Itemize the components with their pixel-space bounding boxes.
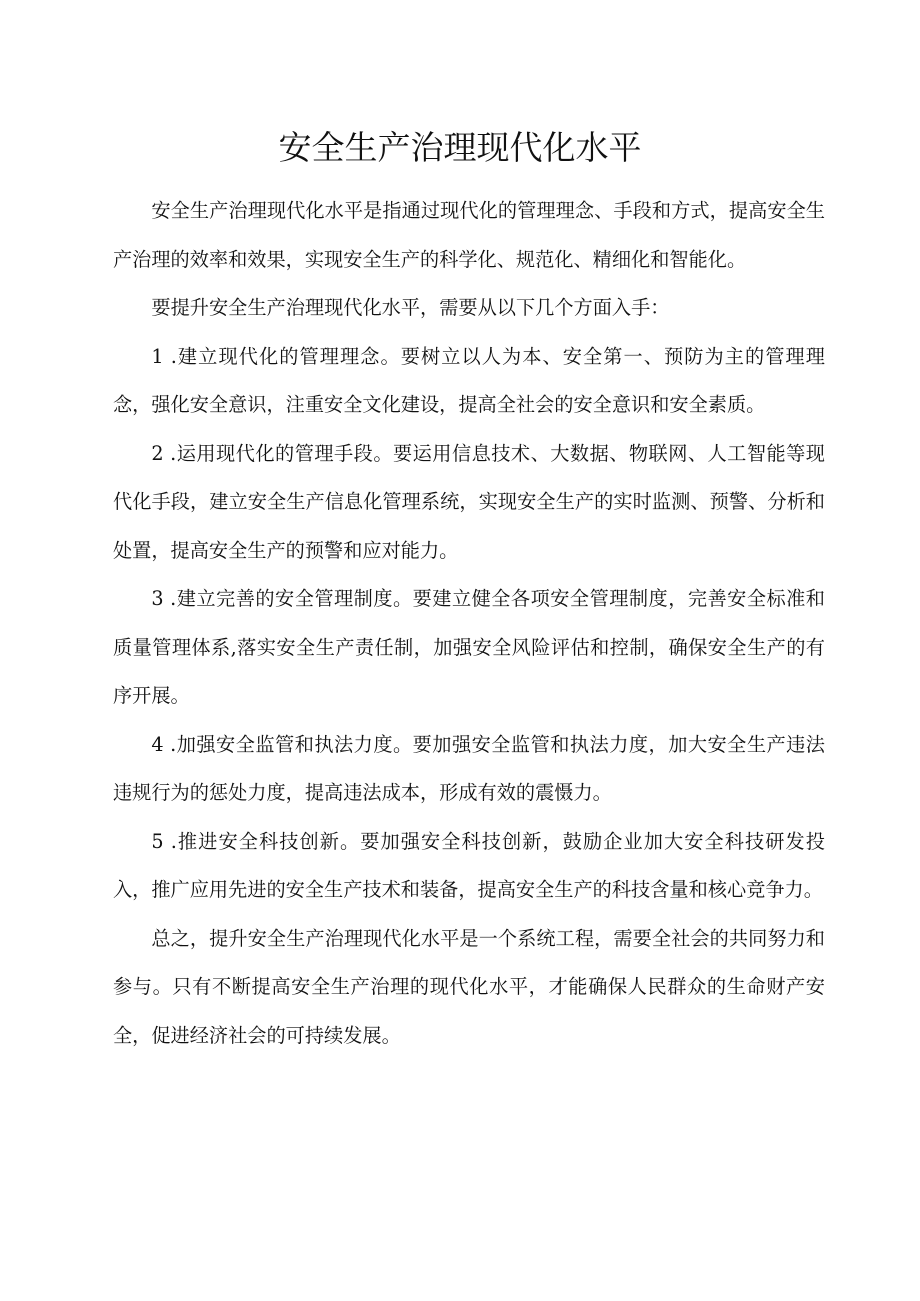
document-body [113,187,825,1060]
list-item-3: 3 .建立完善的安全管理制度。要建立健全各项安全管理制度，完善安全标准和质量管理体系,落实安全生产责任制，加强安全风险评估和控制，确保安全生产的有序开展。 [113,587,825,707]
list-item-4: 4 .加强安全监管和执法力度。要加强安全监管和执法力度，加大安全生产违法违规行为的惩处力度，提高违法成本，形成有效的震慑力。 [113,732,825,804]
list-item-5: 5 .推进安全科技创新。要加强安全科技创新，鼓励企业加大安全科技研发投入，推广应用先进的安全生产技术和装备，提高安全生产的科技含量和核心竞争力。 [113,829,825,901]
list-item-1: 1 .建立现代化的管理理念。要树立以人为本、安全第一、预防为主的管理理念，强化安全意识，注重安全文化建设，提高全社会的安全意识和安全素质。 [113,344,825,416]
list-item-2: 2 .运用现代化的管理手段。要运用信息技术、大数据、物联网、人工智能等现代化手段，建立安全生产信息化管理系统，实现安全生产的实时监测、预警、分析和处置，提高安全生产的预警和应对能力。 [113,441,825,562]
intro-paragraph: 安全生产治理现代化水平是指通过现代化的管理理念、手段和方式，提高安全生产治理的效率和效果，实现安全生产的科学化、规范化、精细化和智能化。 [113,199,825,271]
document-title: 安全生产治理现代化水平 [278,128,642,167]
conclusion-paragraph: 总之，提升安全生产治理现代化水平是一个系统工程，需要全社会的共同努力和参与。只有不断提高安全生产治理的现代化水平，才能确保人民群众的生命财产安全，促进经济社会的可持续发展。 [113,926,825,1047]
lead-in-paragraph: 要提升安全生产治理现代化水平，需要从以下几个方面入手： [151,296,670,319]
